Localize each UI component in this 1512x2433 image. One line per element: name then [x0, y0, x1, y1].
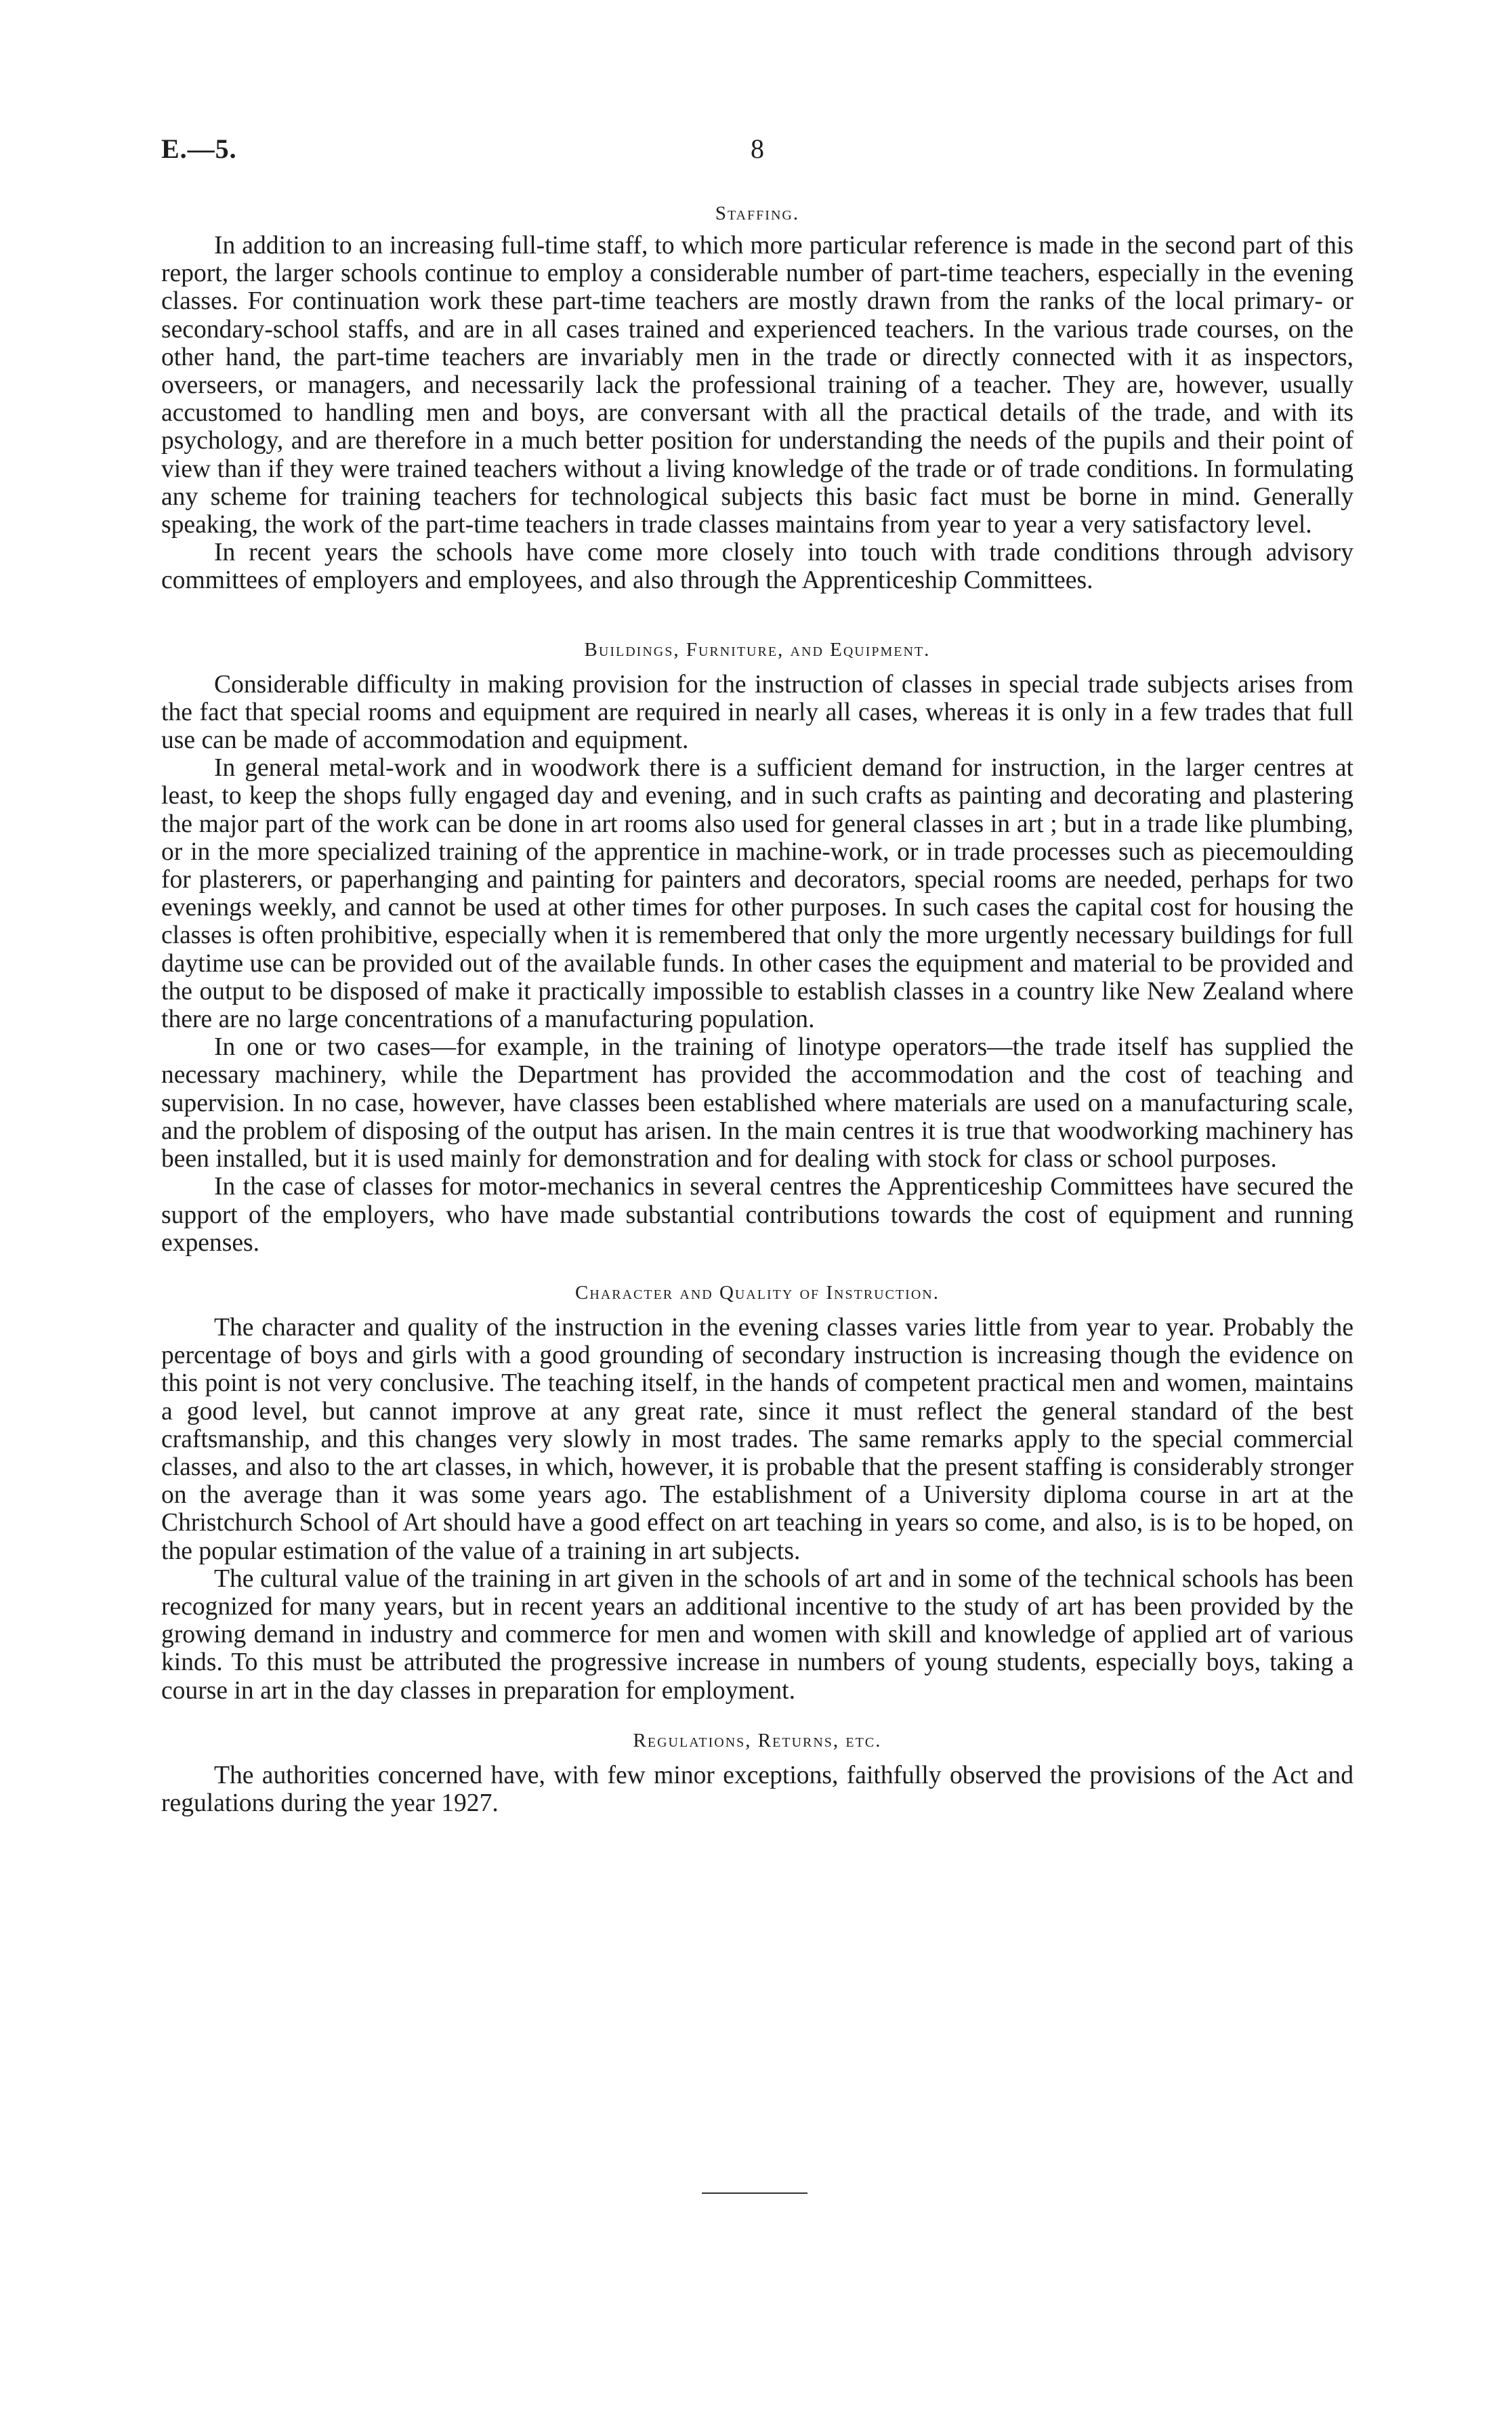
page-header: [161, 133, 1353, 173]
section-heading: Regulations, Returns, etc.: [633, 1729, 882, 1751]
section-regulations-returns: [161, 1725, 1353, 1817]
paragraph: In the case of classes for motor-mechanics in several centres the Apprenticeship Committees have secured the support of the employers, who have made substantial contributions towards the cost of equipment and running expenses.: [161, 1173, 1353, 1257]
paragraph: Considerable difficulty in making provision for the instruction of classes in special trade subjects arises from the fact that special rooms and equipment are required in nearly all cases, whereas it is only in a few trades that full use can be made of accommodation and equipment.: [161, 670, 1353, 755]
page-number: 8: [751, 133, 764, 164]
paragraph: In addition to an increasing full-time staff, to which more particular reference is made in the second part of this report, the larger schools continue to employ a considerable number of part-time teachers, especially in the evening classes. For continuation work these part-time teachers are mostly drawn from the ranks of the local primary- or secondary-school staffs, and are in all cases trained and experienced teachers. In the various trade courses, on the other hand, the part-time teachers are invariably men in the trade or directly connected with it as inspectors, overseers, or managers, and necessarily lack the professional training of a teacher. They are, however, usually accustomed to handling men and boys, are conversant with all the practical details of the trade, and with its psychology, and are therefore in a much better position for understanding the needs of the pupils and their point of view than if they were trained teachers without a living knowledge of the trade or of trade conditions. In formulating any scheme for training teachers for technological subjects this basic fact must be borne in mind. Generally speaking, the work of the part-time teachers in trade classes maintains from year to year a very satisfactory level.: [161, 232, 1353, 539]
paragraph: In recent years the schools have come more closely into touch with trade conditions through advisory committees of employers and employees, and also through the Apprenticeship Committees.: [161, 539, 1353, 595]
section-heading: Staffing.: [715, 203, 800, 224]
paragraph: In general metal-work and in woodwork there is a sufficient demand for instruction, in the larger centres at least, to keep the shops fully engaged day and evening, and in such crafts as painting and decorating and plastering the major part of the work can be done in art rooms also used for general classes in art ; but in a trade like plumbing, or in the more specialized training of the apprentice in machine-work, or in trade processes such as piecemoulding for plasterers, or paperhanging and painting for painters and decorators, special rooms are needed, perhaps for two evenings weekly, and cannot be used at other times for other purposes. In such cases the capital cost for housing the classes is often prohibitive, especially when it is remembered that only the more urgently necessary buildings for full daytime use can be provided out of the available funds. In other cases the equipment and material to be provided and the output to be disposed of make it practically impossible to establish classes in a country like New Zealand where there are no large concentrations of a manufacturing population.: [161, 754, 1353, 1034]
section-heading: Character and Quality of Instruction.: [575, 1281, 940, 1304]
paragraph: The cultural value of the training in art given in the schools of art and in some of the technical schools has been recognized for many years, but in recent years an additional incentive to the study of art has been provided by the growing demand in industry and commerce for men and women with skill and knowledge of applied art of various kinds. To this must be attributed the progressive increase in numbers of young students, especially boys, taking a course in art in the day classes in preparation for employment.: [161, 1564, 1353, 1705]
document-reference: E.—5.: [161, 133, 237, 164]
section-heading: Buildings, Furniture, and Equipment.: [584, 638, 931, 661]
section-staffing: [161, 198, 1353, 595]
document-body: [161, 198, 1353, 1817]
paragraph: The character and quality of the instruction in the evening classes varies little from year to year. Probably the percentage of boys and girls with a good grounding of secondary instruction is increasing though the evidence on this point is not very conclusive. The teaching itself, in the hands of competent practical men and women, maintains a good level, but cannot improve at any great rate, since it must reflect the general standard of the best craftsmanship, and this changes very slowly in most trades. The same remarks apply to the special commercial classes, and also to the art classes, in which, however, it is probable that the present staffing is considerably stronger on the average than it was some years ago. The establishment of a University diploma course in art at the Christchurch School of Art should have a good effect on art teaching in years so come, and also, is is to be hoped, on the popular estimation of the value of a training in art subjects.: [161, 1313, 1353, 1565]
paragraph: In one or two cases—for example, in the training of linotype operators—the trade itself has supplied the necessary machinery, while the Department has provided the accommodation and the cost of teaching and supervision. In no case, however, have classes been established where materials are used on a manufacturing scale, and the problem of disposing of the output has arisen. In the main centres it is true that woodworking machinery has been installed, but it is used mainly for demonstration and for dealing with stock for class or school purposes.: [161, 1033, 1353, 1173]
paragraph: The authorities concerned have, with few minor exceptions, faithfully observed the provisions of the Act and regulations during the year 1927.: [161, 1761, 1353, 1817]
section-character-quality-instruction: [161, 1277, 1353, 1705]
section-buildings-furniture-equipment: [161, 634, 1353, 1257]
end-rule-divider: [702, 2192, 807, 2194]
